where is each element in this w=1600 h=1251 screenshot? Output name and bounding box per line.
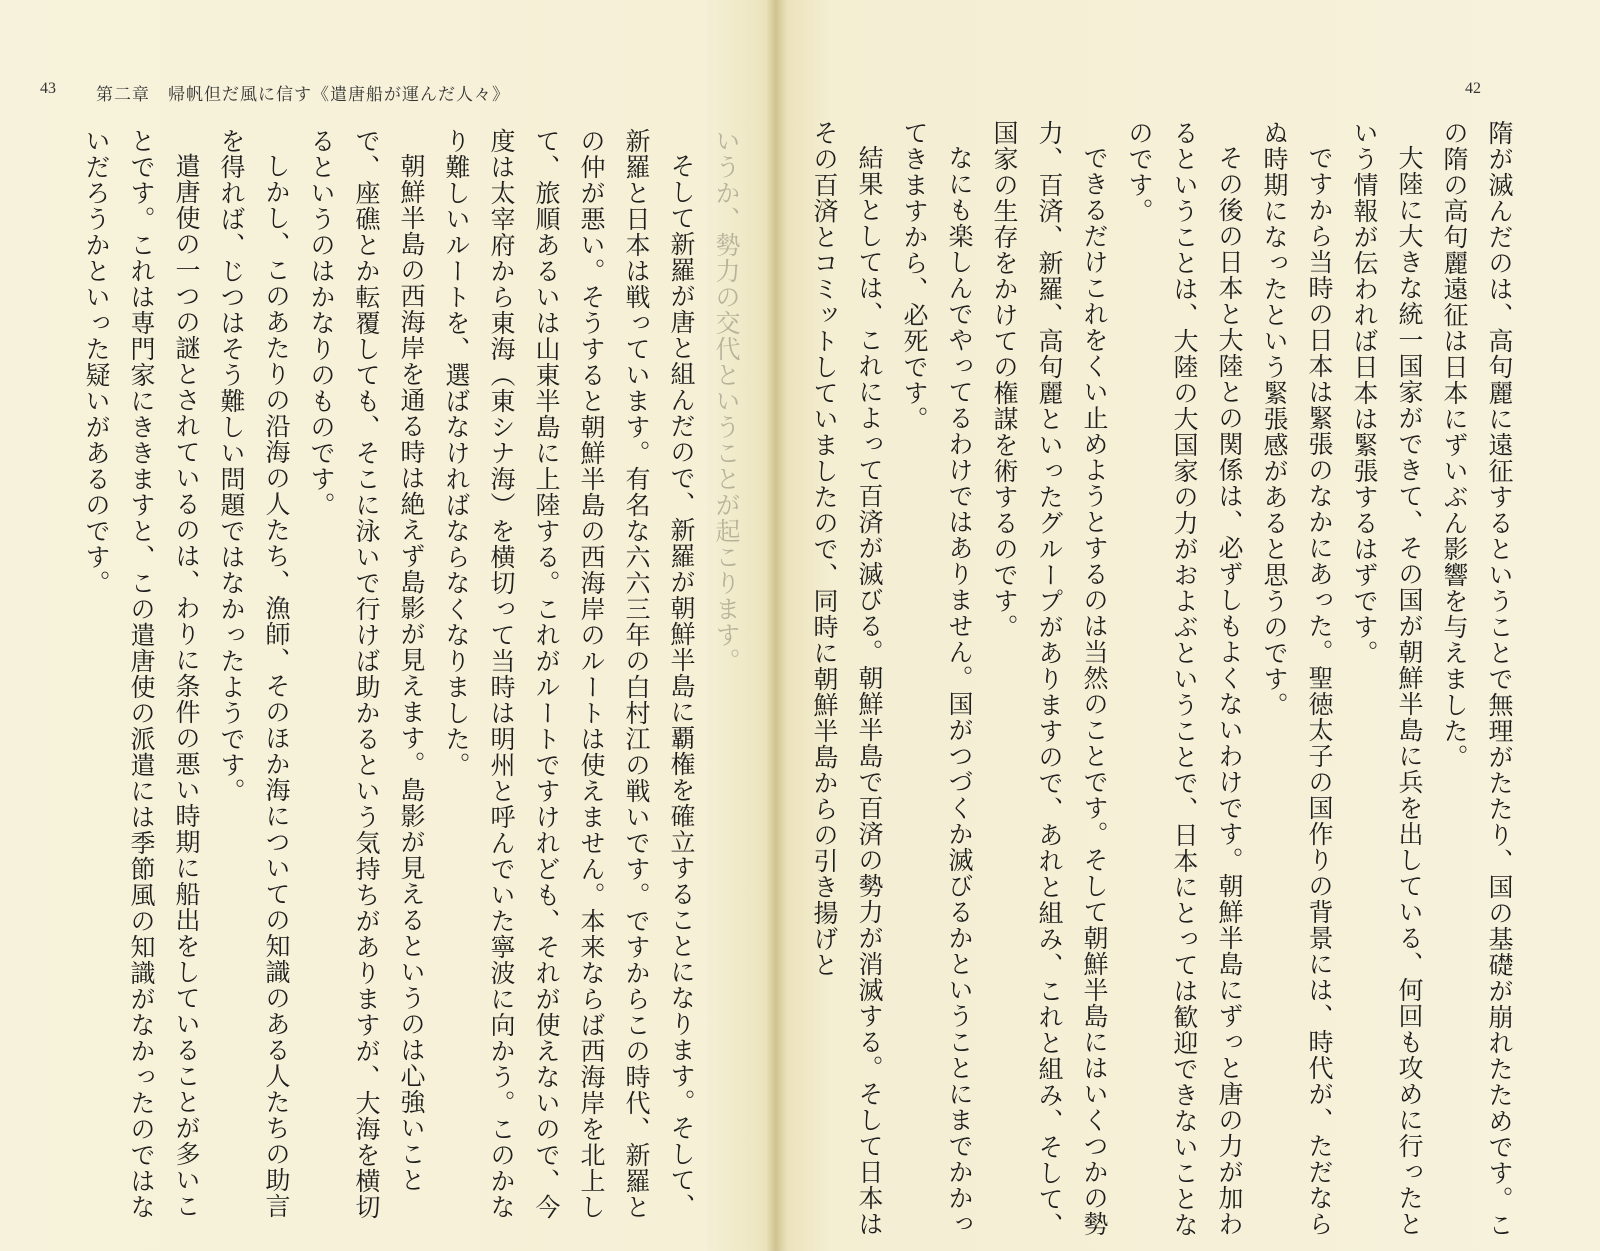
- paragraph: 大陸に大きな統一国家ができて、その国が朝鮮半島に兵を出している、何回も攻めに行ったという情報が伝われば日本は緊張するはずです。: [1350, 120, 1424, 1237]
- right-page-number: 42: [1465, 80, 1481, 97]
- paragraph: ですから当時の日本は緊張のなかにあった。聖徳太子の国作りの背景には、時代が、ただならぬ時期になったという緊張感があると思うのです。: [1260, 120, 1334, 1237]
- right-page-body: [810, 120, 1522, 1240]
- paragraph: なにも楽しんでやってるわけではありません。国がつづくか滅びるかということにまでかかってきますから、必死です。: [900, 120, 974, 1237]
- paragraph: その後の日本と大陸との関係は、必ずしもよくないわけです。朝鮮半島にずっと唐の力が加わるということは、大陸の大国家の力がおよぶということで、日本にとっては歓迎できないことなのです。: [1125, 120, 1244, 1238]
- paragraph: できるだけこれをくい止めようとするのは当然のことです。そして朝鮮半島にはいくつかの勢力、百済、新羅、高句麗といったグループがありますので、あれと組み、これと組み、そして、国家の生存をかけての権謀を術するのです。: [990, 120, 1109, 1238]
- paragraph: そして新羅が唐と組んだので、新羅が朝鮮半島に覇権を確立することになります。そして、新羅と日本は戦っています。有名な六六三年の白村江の戦いです。ですからこの時代、新羅との仲が悪い。そうすると朝鮮半島の西海岸のルートは使えません。本来ならば西海岸を北上して、旅順あるいは山東半島に上陸する。これがルートですけれども、それが使えないので、今度は太宰府から東海（東シナ海）を横切って当時は明州と呼んでいた寧波に向かう。このかなり難しいルートを、選ばなければならなくなりました。: [442, 128, 696, 1220]
- paragraph: 朝鮮半島の西海岸を通る時は絶えず島影が見えます。島影が見えるというのは心強いことで、座礁とか転覆しても、そこに泳いで行けば助かるという気持ちがありますが、大海を横切るというのはかなりのものです。: [307, 128, 426, 1220]
- right-page: [785, 0, 1600, 1251]
- paragraph: しかし、このあたりの沿海の人たち、漁師、そのほか海についての知識のある人たちの助言を得れば、じつはそう難しい問題ではなかったようです。: [217, 128, 291, 1219]
- paragraph: 結果としては、これによって百済が滅びる。朝鮮半島で百済の勢力が消滅する。そして日本はその百済とコミットしていましたので、同時に朝鮮半島からの引き揚げと: [810, 120, 884, 1237]
- paragraph: 遣唐使の一つの謎とされているのは、わりに条件の悪い時期に船出をしていることが多いことです。これは専門家にききますと、この遣唐使の派遣には季節風の知識がなかったのではないだろうかといった疑いがあるのです。: [82, 128, 201, 1220]
- paragraph: 隋が滅んだのは、高句麗に遠征するということで無理がたたり、国の基礎が崩れたためです。この隋の高句麗遠征は日本にずいぶん影響を与えました。: [1440, 120, 1514, 1238]
- paragraph: いうか、勢力の交代ということが起こります。: [712, 128, 741, 674]
- left-page-number: 43: [40, 80, 56, 97]
- left-page-body: [49, 128, 749, 1238]
- running-head: 第二章 帰帆但だ風に信す《遣唐船が運んだ人々》: [96, 85, 510, 105]
- left-page: [0, 0, 775, 1251]
